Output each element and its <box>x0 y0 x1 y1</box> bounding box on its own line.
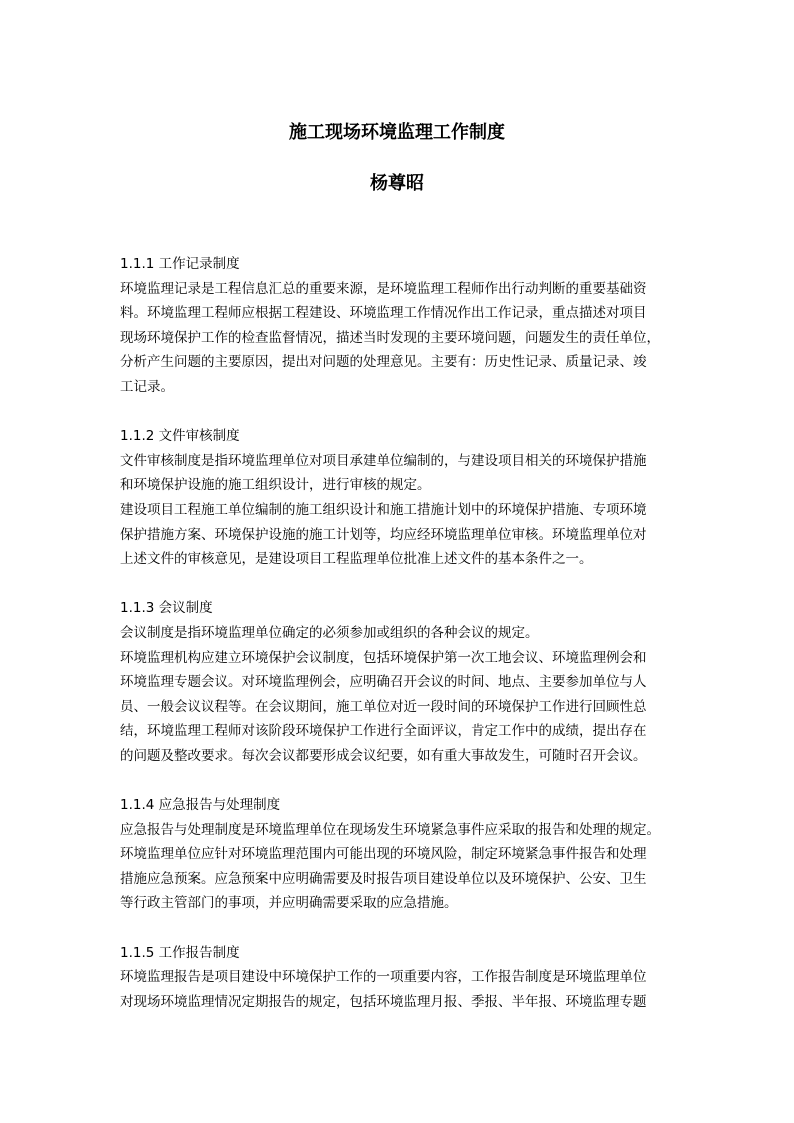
paragraph-line: 应急报告与处理制度是环境监理单位在现场发生环境紧急事件应采取的报告和处理的规定。 <box>120 821 660 838</box>
paragraph-line: 分析产生问题的主要原因，提出对问题的处理意见。主要有：历史性记录、质量记录、竣 <box>120 354 647 371</box>
paragraph-line: 环境监理报告是项目建设中环境保护工作的一项重要内容，工作报告制度是环境监理单位 <box>120 969 647 986</box>
paragraph-line: 结，环境监理工程师对该阶段环境保护工作进行全面评议，肯定工作中的成绩，提出存在 <box>120 723 647 740</box>
paragraph-line: 环境监理专题会议。对环境监理例会，应明确召开会议的时间、地点、主要参加单位与人 <box>120 674 647 691</box>
section-spacer <box>120 768 690 793</box>
section-heading: 1.1.2 文件审核制度 <box>120 428 240 445</box>
section-heading: 1.1.5 工作报告制度 <box>120 944 240 961</box>
paragraph-line: 环境监理机构应建立环境保护会议制度，包括环境保护第一次工地会议、环境监理例会和 <box>120 649 647 666</box>
section-spacer <box>120 916 690 941</box>
section-spacer <box>120 572 690 597</box>
document-author: 杨尊昭 <box>370 173 424 194</box>
section-spacer <box>120 400 690 425</box>
paragraph-line: 对现场环境监理情况定期报告的规定，包括环境监理月报、季报、半年报、环境监理专题 <box>120 993 647 1010</box>
paragraph-line: 的问题及整改要求。每次会议都要形成会议纪要，如有重大事故发生，可随时召开会议。 <box>120 747 647 764</box>
paragraph-line: 环境监理记录是工程信息汇总的重要来源，是环境监理工程师作出行动判断的重要基础资 <box>120 280 647 297</box>
paragraph-line: 文件审核制度是指环境监理单位对项目承建单位编制的，与建设项目相关的环境保护措施 <box>120 452 647 469</box>
paragraph-line: 上述文件的审核意见，是建设项目工程监理单位批准上述文件的基本条件之一。 <box>120 551 593 568</box>
paragraph-line: 现场环境保护工作的检查监督情况，描述当时发现的主要环境问题，问题发生的责任单位， <box>120 329 660 346</box>
document-body <box>120 252 690 1014</box>
paragraph-line: 环境监理单位应针对环境监理范围内可能出现的环境风险，制定环境紧急事件报告和处理 <box>120 846 647 863</box>
paragraph-line: 和环境保护设施的施工组织设计，进行审核的规定。 <box>120 477 431 494</box>
paragraph-line: 料。环境监理工程师应根据工程建设、环境监理工作情况作出工作记录，重点描述对项目 <box>120 305 647 322</box>
paragraph-line: 员、一般会议议程等。在会议期间，施工单位对近一段时间的环境保护工作进行回顾性总 <box>120 698 647 715</box>
paragraph-line: 工记录。 <box>120 378 174 395</box>
paragraph-line: 会议制度是指环境监理单位确定的必须参加或组织的各种会议的规定。 <box>120 624 539 641</box>
document-title: 施工现场环境监理工作制度 <box>289 122 505 143</box>
paragraph-line: 等行政主管部门的事项，并应明确需要采取的应急措施。 <box>120 895 458 912</box>
paragraph-line: 建设项目工程施工单位编制的施工组织设计和施工措施计划中的环境保护措施、专项环境 <box>120 501 647 518</box>
section-heading: 1.1.4 应急报告与处理制度 <box>120 797 281 814</box>
paragraph-line: 措施应急预案。应急预案中应明确需要及时报告项目建设单位以及环境保护、公安、卫生 <box>120 870 647 887</box>
paragraph-line: 保护措施方案、环境保护设施的施工计划等，均应经环境监理单位审核。环境监理单位对 <box>120 526 647 543</box>
section-heading: 1.1.1 工作记录制度 <box>120 256 240 272</box>
section-heading: 1.1.3 会议制度 <box>120 600 213 617</box>
